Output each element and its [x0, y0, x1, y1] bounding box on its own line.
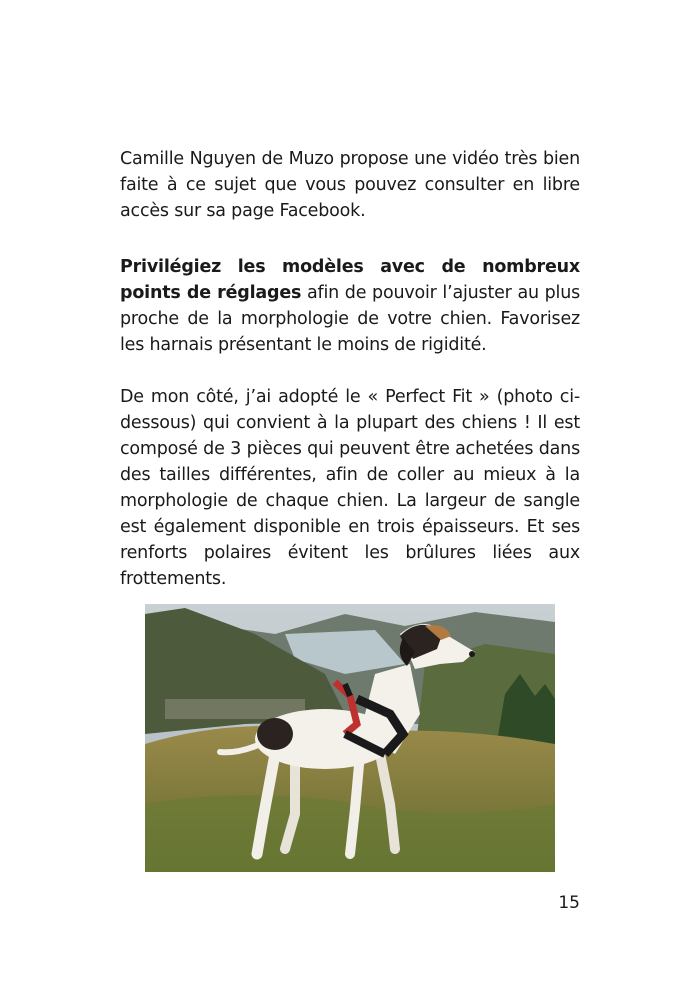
dog-harness-photo	[145, 604, 555, 872]
paragraph-perfect-fit: De mon côté, j’ai adopté le « Perfect Fit » (photo ci-dessous) qui convient à la plupart des chiens ! Il est composé de 3 pièces qui peuvent être achetées dans des tailles différentes, afin de coller au mieux à la morphologie de chaque chien. La largeur de sangle est également disponible en trois épaisseurs. Et ses renforts polaires évitent les brûlures liées aux frottements.	[120, 387, 580, 589]
recommendation-continuation: afin de pouvoir l’ajuster au plus proche de la morphologie de votre chien. Favorisez les harnais présentant le moins de rigidité.	[120, 283, 581, 355]
page-number: 15	[558, 893, 580, 913]
paragraph-adjustment-advice	[120, 254, 580, 358]
bold-recommendation: Privilégiez les modèles avec de nombreux points de réglages	[120, 257, 580, 303]
paragraph-video-reference: Camille Nguyen de Muzo propose une vidéo très bien faite à ce sujet que vous pouvez consulter en libre accès sur sa page Facebook.	[120, 149, 580, 221]
